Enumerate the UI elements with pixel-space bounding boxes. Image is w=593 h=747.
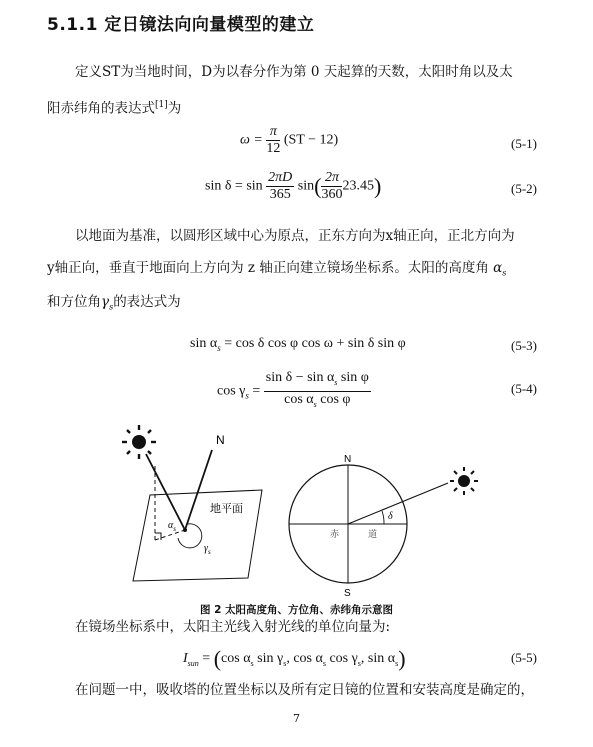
p2-line3: 和方位角 [47, 294, 101, 310]
dao-label: 道 [368, 530, 378, 540]
eq2-fraction-1 [266, 170, 294, 203]
delta-label: δ [388, 511, 393, 522]
sun-ray-right [348, 483, 448, 524]
eq5-lparen: ( [213, 646, 222, 671]
eq2-num: 2πD [268, 170, 293, 185]
p2-line3-tail: 的表达式为 [113, 294, 181, 310]
gamma-sub: s [109, 302, 114, 312]
eq5-rparen: ) [398, 646, 406, 671]
citation-ref: [1] [155, 100, 168, 110]
equation-5-1 [240, 124, 338, 157]
eq1-lhs: ω = [240, 132, 263, 148]
gamma-s-inline: $\gamma_s$ [101, 294, 114, 312]
paragraph-4 [47, 680, 543, 700]
eq-number-5-3: (5-3) [511, 338, 537, 353]
eq3-rhs: = cos δ cos φ cos ω + sin δ sin φ [224, 336, 406, 351]
eq5-sub: sun [187, 659, 199, 669]
eq4-den-sub: s [313, 399, 317, 409]
eq3-lhs: sin α [190, 336, 218, 351]
eq2-tail: 23.45 [342, 178, 374, 194]
eq4-fraction [264, 370, 371, 413]
p1-tail: 为 [167, 100, 182, 117]
right-north-label: N [344, 454, 352, 465]
eq5-s3: s [322, 659, 326, 669]
eq2-den2: 360 [321, 187, 343, 202]
eq2-mid: sin [297, 178, 315, 194]
alpha-glyph: α [168, 520, 174, 531]
eq-number-5-4: (5-4) [511, 381, 537, 396]
eq4-num-text: sin δ − sin α [265, 370, 335, 385]
gamma-glyph: γ [204, 543, 208, 554]
sun-icon-left [122, 425, 156, 459]
sun-ray-left [146, 454, 185, 530]
alpha-sub: s [502, 268, 507, 278]
eq2-rparen: ) [373, 173, 382, 199]
eq4-num [264, 370, 371, 392]
eq4-den-tail: cos φ [316, 391, 351, 407]
paragraph-3 [47, 617, 543, 637]
origin-point [183, 528, 187, 532]
figure-2 [0, 420, 593, 600]
eq-number-5-2: (5-2) [511, 181, 537, 196]
gamma-label [204, 543, 211, 556]
eq5-s2: s [283, 659, 287, 669]
equation-5-4: $\cos \gamma_s$ = $\frac{\sin \delta - \sin \alpha_s \sin \varphi}{\cos \alpha_s \cos \varphi}$ [217, 370, 371, 413]
paragraph-2-line3 [47, 292, 543, 318]
eq2-den: 365 [269, 187, 291, 202]
chi-label: 赤 [330, 530, 340, 540]
paragraph-2-line2 [47, 258, 543, 284]
p3-text: 在镜场坐标系中，太阳主光线入射光线的单位向量为: [75, 619, 391, 635]
p1-line1: 定义ST为当地时间，D为以春分作为第 0 天起算的天数，太阳时角以及太 [75, 64, 513, 80]
azimuth-arc [178, 524, 202, 548]
eq1-den: 12 [266, 141, 281, 156]
eq1-rhs: (ST − 12) [283, 132, 339, 148]
left-north-label: N [216, 433, 225, 447]
section-heading: 5.1.1 定日镜法向向量模型的建立 [47, 15, 315, 35]
eq2-lparen: ( [314, 173, 322, 199]
eq4-den-text: cos α [284, 391, 314, 407]
eq2-lhs: sin δ = sin [205, 178, 263, 194]
p4-text: 在问题一中，吸收塔的位置坐标以及所有定日镜的位置和安装高度是确定的， [75, 682, 534, 698]
eq1-num: π [266, 124, 280, 141]
plane-label: 地平面 [210, 502, 243, 515]
eq3-sub: s [217, 342, 221, 353]
declination-arc [382, 511, 384, 524]
normal-line [185, 450, 212, 530]
eq5-s5: s [395, 659, 399, 669]
eq5-lhs: I [183, 651, 188, 667]
alpha-s-inline: $\alpha_s$ [493, 260, 507, 278]
figure-caption: 图 2 太阳高度角、方位角、赤纬角示意图 [199, 604, 394, 616]
equation-5-2 [205, 170, 381, 203]
eq4-sub: s [245, 390, 249, 401]
p2-line1: 以地面为基准，以圆形区域中心为原点，正东方向为x轴正向，正北方向为 [75, 228, 515, 244]
right-south-label: S [344, 588, 351, 599]
shadow-projection [155, 530, 185, 540]
sun-icon-right [450, 467, 478, 495]
equation-5-3 [190, 336, 406, 353]
eq5-s1: s [250, 659, 254, 669]
eq2-fraction-2 [321, 170, 342, 203]
eq4-num-sub: s [334, 377, 338, 387]
eq4-num-tail: sin φ [337, 370, 369, 385]
gamma-fig-sub: s [207, 548, 211, 556]
page-number: 7 [293, 712, 300, 725]
eq5-s4: s [357, 659, 361, 669]
alpha-fig-sub: s [173, 525, 176, 533]
eq4-lhs: cos γ [217, 383, 246, 399]
equation-5-5: $I_{sun} = (\cos$ $\alpha_s$ $\sin \gamma_s$, $\cos \alpha_s$ $\cos \gamma_s$, $\sin \alpha_s$) [183, 646, 406, 671]
paragraph-1-cont [47, 95, 543, 119]
p1-line2: 阳赤纬角的表达式 [47, 100, 155, 117]
eq-number-5-5: (5-5) [511, 650, 537, 665]
eq2-num2: 2π [321, 170, 342, 187]
eq-number-5-1: (5-1) [511, 136, 537, 151]
p2-line2: y轴正向，垂直于地面向上方向为 z 轴正向建立镜场坐标系。太阳的高度角 [47, 260, 489, 276]
eq1-fraction [266, 124, 280, 157]
paragraph-2 [47, 226, 543, 246]
paragraph-1 [47, 62, 543, 82]
eq4-den [264, 392, 371, 413]
alpha-label [168, 520, 176, 533]
